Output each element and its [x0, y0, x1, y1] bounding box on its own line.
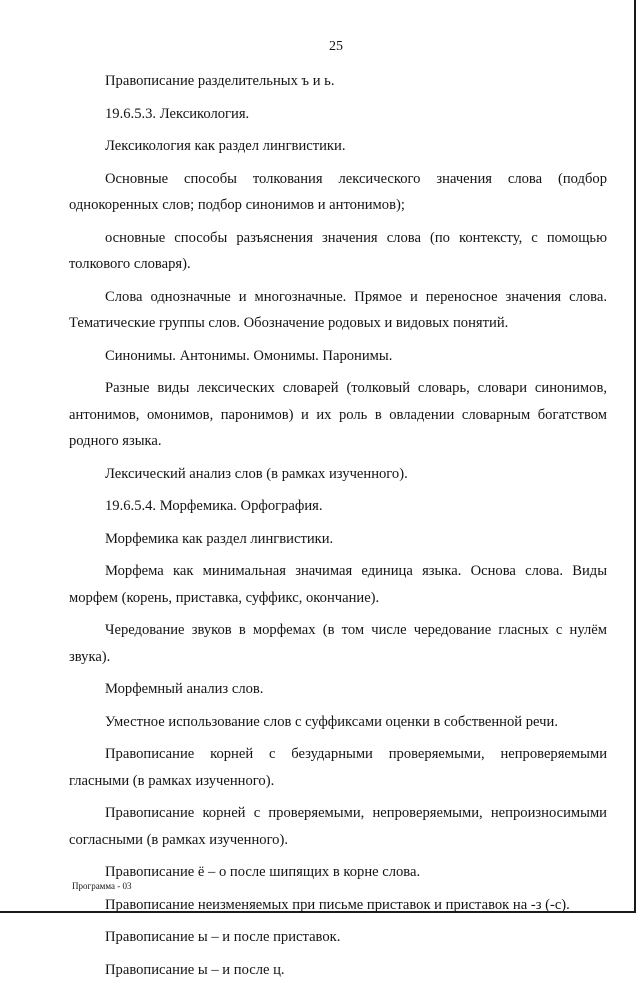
- paragraph-suffix-usage: Уместное использование слов с суффиксами оценки в собственной речи.: [105, 713, 558, 730]
- page-body: [69, 68, 607, 989]
- paragraph-morpheme-definition: Морфема как минимальная значимая единица языка. Основа слова. Виды морфем (корень, приставка, суффикс, окончание).: [69, 563, 607, 606]
- paragraph-consonants: Правописание корней с проверяемыми, непроверяемыми, непроизносимыми согласными (в рамках изученного).: [69, 805, 607, 848]
- paragraph-sound-alternation: Чередование звуков в морфемах (в том числе чередование гласных с нулём звука).: [69, 622, 607, 665]
- paragraph-synonyms: Синонимы. Антонимы. Омонимы. Паронимы.: [105, 347, 393, 364]
- paragraph-lexicology-section: Лексикология как раздел лингвистики.: [105, 138, 346, 154]
- paragraph-y-i-ts: Правописание ы – и после ц.: [105, 961, 285, 978]
- page-number: 25: [329, 39, 343, 54]
- paragraph-morphemics-section: Морфемика как раздел лингвистики.: [105, 530, 334, 547]
- paragraph-explanation-methods: основные способы разъяснения значения слова (по контексту, с помощью толкового словаря).: [69, 229, 607, 272]
- paragraph-dictionaries: Разные виды лексических словарей (толковый словарь, словари синонимов, антонимов, омонимов, паронимов) и их роль в овладении словарным богатством родного языка.: [69, 380, 607, 449]
- paragraph-morphemic-analysis: Морфемный анализ слов.: [105, 681, 264, 697]
- paragraph-yo-o: Правописание ё – о после шипящих в корне слова.: [105, 864, 421, 880]
- paragraph-unstressed-vowels: Правописание корней с безударными проверяемыми, непроверяемыми гласными (в рамках изученного).: [69, 746, 607, 789]
- section-heading-lexicology: 19.6.5.3. Лексикология.: [105, 105, 250, 122]
- paragraph-y-i-prefixes: Правописание ы – и после приставок.: [105, 929, 341, 945]
- section-heading-morphemics: 19.6.5.4. Морфемика. Орфография.: [105, 498, 323, 514]
- paragraph-separating-signs: Правописание разделительных ъ и ь.: [105, 73, 335, 89]
- paragraph-lexical-analysis: Лексический анализ слов (в рамках изученного).: [105, 465, 408, 482]
- paragraph-interpretation-methods: Основные способы толкования лексического значения слова (подбор однокоренных слов; подбор синонимов и антонимов);: [69, 170, 607, 213]
- footer-program-label: Программа - 03: [72, 881, 132, 891]
- paragraph-word-meanings: Слова однозначные и многозначные. Прямое и переносное значения слова. Тематические группы слов. Обозначение родовых и видовых понятий.: [69, 288, 607, 331]
- paragraph-prefixes: Правописание неизменяемых при письме приставок и приставок на -з (-с).: [105, 896, 570, 913]
